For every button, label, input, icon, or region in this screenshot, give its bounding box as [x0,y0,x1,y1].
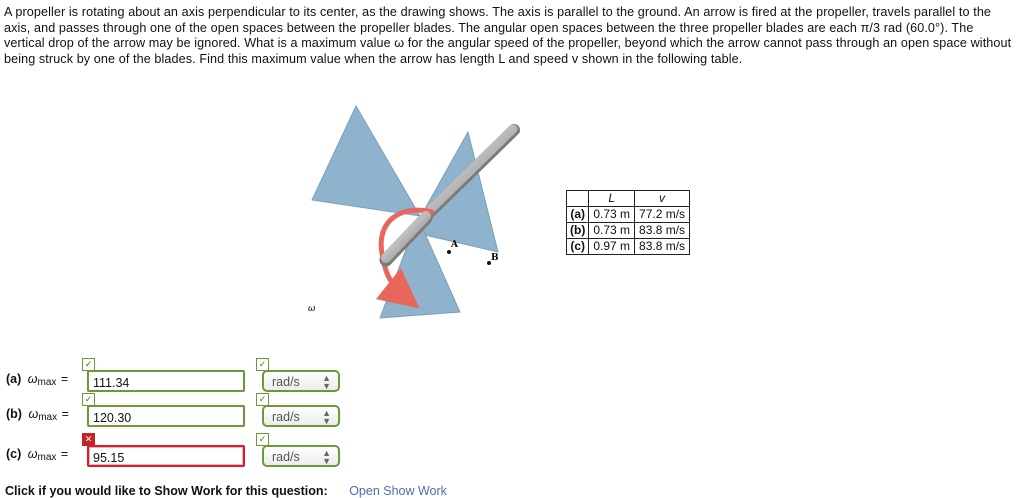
data-table [566,190,690,255]
table-row-label: (c) [567,239,589,255]
propeller-figure [300,100,540,320]
open-show-work-link[interactable]: Open Show Work [349,484,447,498]
unit-select-c[interactable]: rad/s ▲ ▼ [262,445,340,467]
label-omega: ω [308,304,316,314]
select-updown-icon: ▲ ▼ [322,448,331,466]
table-row-label: (b) [567,223,589,239]
table-cell-l: 0.73 m [589,207,635,223]
propeller-drawing [300,100,540,320]
answer-row-b [0,394,360,429]
table-header-row [567,191,690,207]
answer-label-a: (a) $\omega_{max}$ = [6,372,69,388]
table-header-empty [567,191,589,207]
table-header-v: v [635,191,690,207]
unit-check-icon: ✓ [256,433,269,446]
correct-check-icon: ✓ [82,393,95,406]
correct-check-icon: ✓ [82,358,95,371]
show-work-prompt: Click if you would like to Show Work for this question: Open Show Work [5,484,447,498]
propeller-blade-left [312,106,420,216]
table-cell-v: 83.8 m/s [635,239,690,255]
table-row [567,207,690,223]
label-b: B [491,253,499,263]
table-row [567,239,690,255]
table-cell-l: 0.97 m [589,239,635,255]
table-cell-l: 0.73 m [589,223,635,239]
select-updown-icon: ▲ ▼ [322,373,331,391]
answer-input-c[interactable] [87,445,245,467]
answer-row-c [0,434,360,469]
unit-select-b[interactable]: rad/s ▲ ▼ [262,405,340,427]
answer-label-c: (c) $\omega_{max}$ = [6,447,69,463]
answer-input-a[interactable] [87,370,245,392]
answer-label-b: (b) $\omega_{max}$ = [6,407,69,423]
problem-statement: A propeller is rotating about an axis perpendicular to its center, as the drawing shows. The axis is parallel to the ground. An arrow is fired at the propeller, travels parallel to the axis, and passes through one of the open spaces between the propeller blades. The angular open spaces between the three propeller blades are each π/3 rad (60.0°). The vertical drop of the arrow may be ignored. What is a maximum value ω for the angular speed of the propeller, beyond which the arrow cannot pass through an open space without being struck by one of the blades. Find this maximum value when the arrow has length L and speed v shown in the following table. [4,5,1012,66]
answer-row-a [0,359,360,394]
table-row-label: (a) [567,207,589,223]
answer-input-b[interactable] [87,405,245,427]
label-a: A [451,240,458,250]
table-row [567,223,690,239]
unit-check-icon: ✓ [256,358,269,371]
point-a [447,250,451,254]
unit-check-icon: ✓ [256,393,269,406]
unit-select-a[interactable]: rad/s ▲ ▼ [262,370,340,392]
incorrect-x-icon: ✕ [82,433,95,446]
table-header-l: L [589,191,635,207]
table-cell-v: 77.2 m/s [635,207,690,223]
table-cell-v: 83.8 m/s [635,223,690,239]
select-updown-icon: ▲ ▼ [322,408,331,426]
